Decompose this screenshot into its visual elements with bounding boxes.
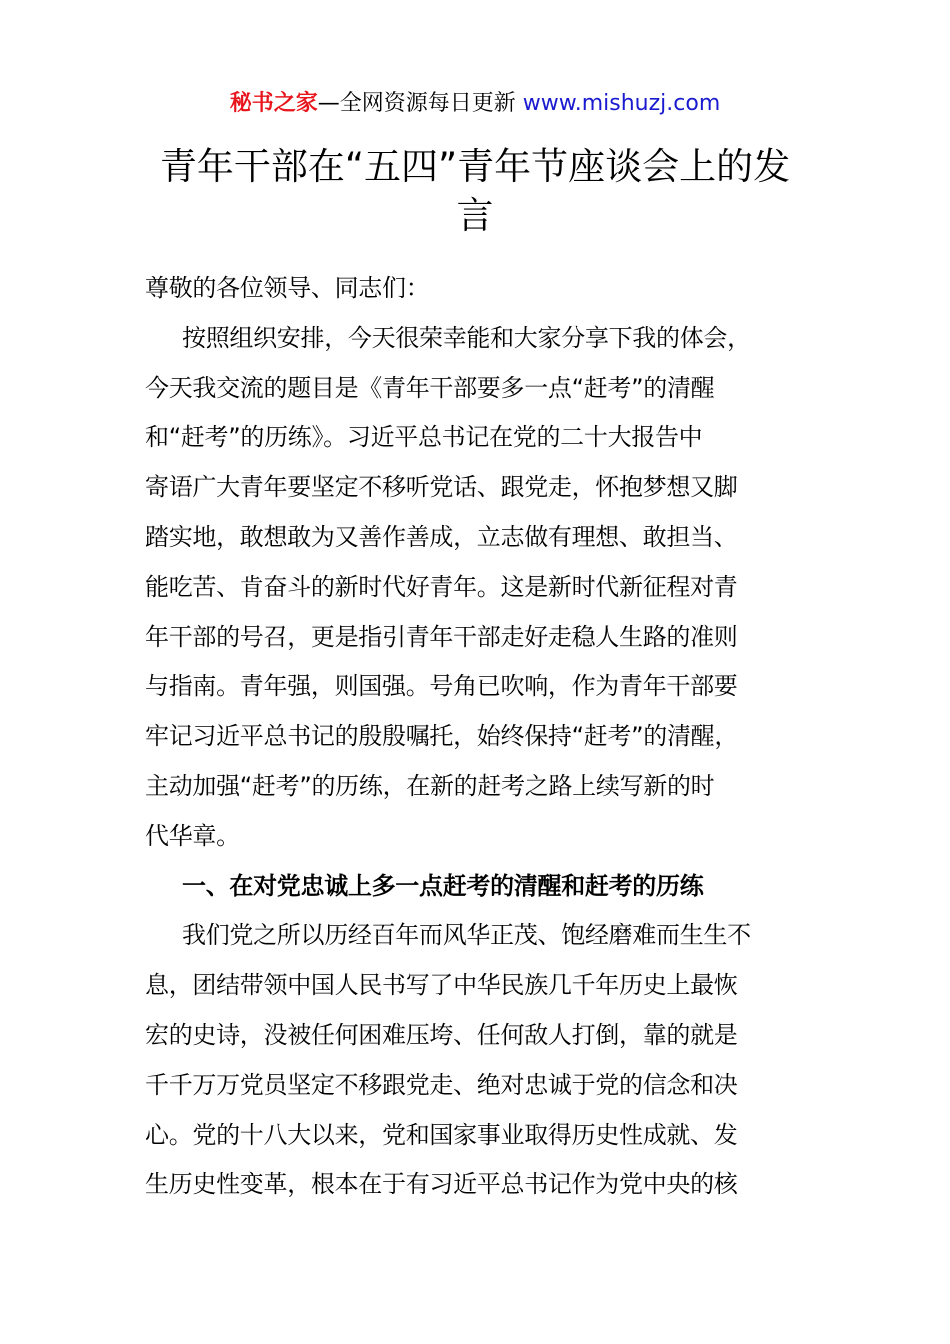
document-body: [145, 264, 825, 1210]
title-line: 言: [456, 194, 494, 237]
site-brand: 秘书之家: [229, 91, 318, 116]
text-line: 年干部的号召，更是指引青年干部走好走稳人生路的准则: [145, 622, 738, 651]
title-line: 青年干部在“五四”青年节座谈会上的发: [159, 145, 791, 188]
text-line: 踏实地，敢想敢为又善作善成，立志做有理想、敢担当、: [145, 522, 738, 551]
text-line: 代华章。: [145, 821, 240, 850]
text-line: 主动加强“赶考”的历练，在新的赶考之路上续写新的时: [145, 771, 715, 800]
text-line: 能吃苦、肯奋斗的新时代好青年。这是新时代新征程对青: [145, 572, 738, 601]
text-line: 按照组织安排，今天很荣幸能和大家分享下我的体会，: [182, 323, 751, 352]
text-line: 与指南。青年强，则国强。号角已吹响，作为青年干部要: [145, 672, 738, 701]
site-tagline: —全网资源每日更新: [317, 91, 523, 116]
text-line: 我们党之所以历经百年而风华正茂、饱经磨难而生生不: [182, 921, 751, 950]
text-line: 尊敬的各位领导、同志们：: [145, 274, 430, 302]
text-line: 心。党的十八大以来，党和国家事业取得历史性成就、发: [145, 1120, 738, 1149]
site-header: [0, 88, 950, 120]
text-line: 牢记习近平总书记的殷殷嘱托，始终保持“赶考”的清醒，: [145, 722, 739, 751]
text-line: 宏的史诗，没被任何困难压垮、任何敌人打倒，靠的就是: [145, 1020, 738, 1049]
site-url[interactable]: www.mishuzj.com: [522, 91, 721, 116]
text-line: 寄语广大青年要坚定不移听党话、跟党走，怀抱梦想又脚: [145, 473, 738, 502]
document-title: [140, 142, 810, 240]
text-line: 息，团结带领中国人民书写了中华民族几千年历史上最恢: [145, 971, 738, 1000]
text-line: 千千万万党员坚定不移跟党走、绝对忠诚于党的信念和决: [145, 1070, 738, 1099]
section-heading: 一、在对党忠诚上多一点赶考的清醒和赶考的历练: [182, 871, 704, 900]
text-line: 和“赶考”的历练》。习近平总书记在党的二十大报告中: [145, 423, 703, 452]
text-line: 今天我交流的题目是《青年干部要多一点“赶考”的清醒: [145, 373, 715, 402]
text-line: 生历史性变革，根本在于有习近平总书记作为党中央的核: [145, 1170, 738, 1199]
